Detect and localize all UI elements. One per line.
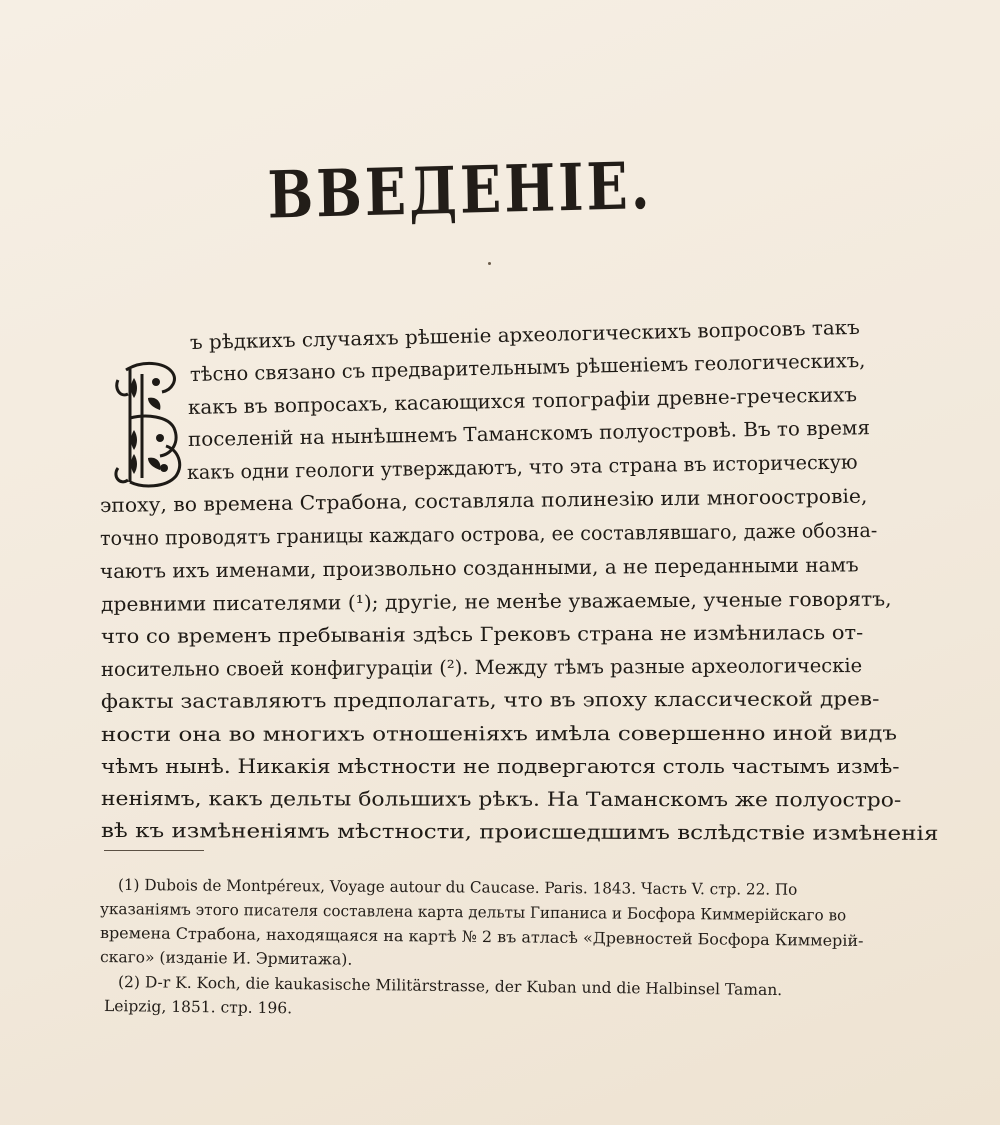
body-line: что со временъ пребыванія здѣсь Грековъ страна не измѣнилась от- bbox=[100, 621, 864, 648]
ornament-dot bbox=[488, 262, 491, 265]
body-line: точно проводятъ границы каждаго острова, ее составлявшаго, даже обозна- bbox=[99, 518, 878, 550]
body-line: чаютъ ихъ именами, произвольно созданными, а не переданными намъ bbox=[99, 553, 859, 583]
footnote-line: Leipzig, 1851. стр. 196. bbox=[103, 997, 293, 1018]
chapter-title: ВВЕДЕНІЕ. bbox=[266, 146, 654, 234]
footnote-line: скаго» (изданіе И. Эрмитажа). bbox=[99, 948, 353, 969]
body-line: какъ въ вопросахъ, касающихся топографіи древне-греческихъ bbox=[187, 383, 858, 419]
body-line: тѣсно связано съ предварительнымъ рѣшеніемъ геологическихъ, bbox=[189, 348, 866, 386]
body-line: какъ одни геологи утверждаютъ, что эта страна въ историческую bbox=[186, 450, 858, 484]
body-line: поселеній на нынѣшнемъ Таманскомъ полуостровѣ. Въ то время bbox=[187, 416, 871, 451]
footnote-line: времена Страбона, находящаяся на картѣ № 2 въ атласѣ «Древностей Босфора Киммерій- bbox=[99, 924, 864, 950]
body-line: вѣ къ измѣненіямъ мѣстности, происшедшимъ вслѣдствіе измѣненія bbox=[100, 819, 939, 845]
body-line: ности она во многихъ отношеніяхъ имѣла совершенно иной видъ bbox=[100, 721, 898, 746]
body-line: древними писателями (¹); другіе, не менѣе уважаемые, ученые говорятъ, bbox=[100, 587, 892, 616]
drop-cap-ornament bbox=[112, 358, 186, 492]
footnote-line: (1) Dubois de Montpéreux, Voyage autour du Caucase. Paris. 1843. Часть V. стр. 22. По bbox=[117, 876, 798, 899]
footnote-divider bbox=[104, 850, 204, 851]
body-line: эпоху, во времена Страбона, составляла полинезію или многоостровіе, bbox=[99, 484, 868, 517]
body-line: неніямъ, какъ дельты большихъ рѣкъ. На Таманскомъ же полуостро- bbox=[100, 787, 902, 812]
footnote-line: (2) D-r K. Koch, die kaukasische Militärstrasse, der Kuban und die Halbinsel Taman. bbox=[117, 973, 783, 1000]
body-line: факты заставляютъ предполагать, что въ эпоху классической древ- bbox=[100, 687, 880, 713]
body-line: ъ рѣдкихъ случаяхъ рѣшеніе археологическихъ вопросовъ такъ bbox=[189, 315, 861, 354]
body-line: чѣмъ нынѣ. Никакія мѣстности не подвергаются столь частымъ измѣ- bbox=[101, 755, 900, 778]
footnote-line: указаніямъ этого писателя составлена карта дельты Гипаниса и Босфора Киммерійскаго во bbox=[99, 900, 847, 925]
body-line: носительно своей конфигураціи (²). Между тѣмъ разные археологическіе bbox=[100, 654, 863, 681]
